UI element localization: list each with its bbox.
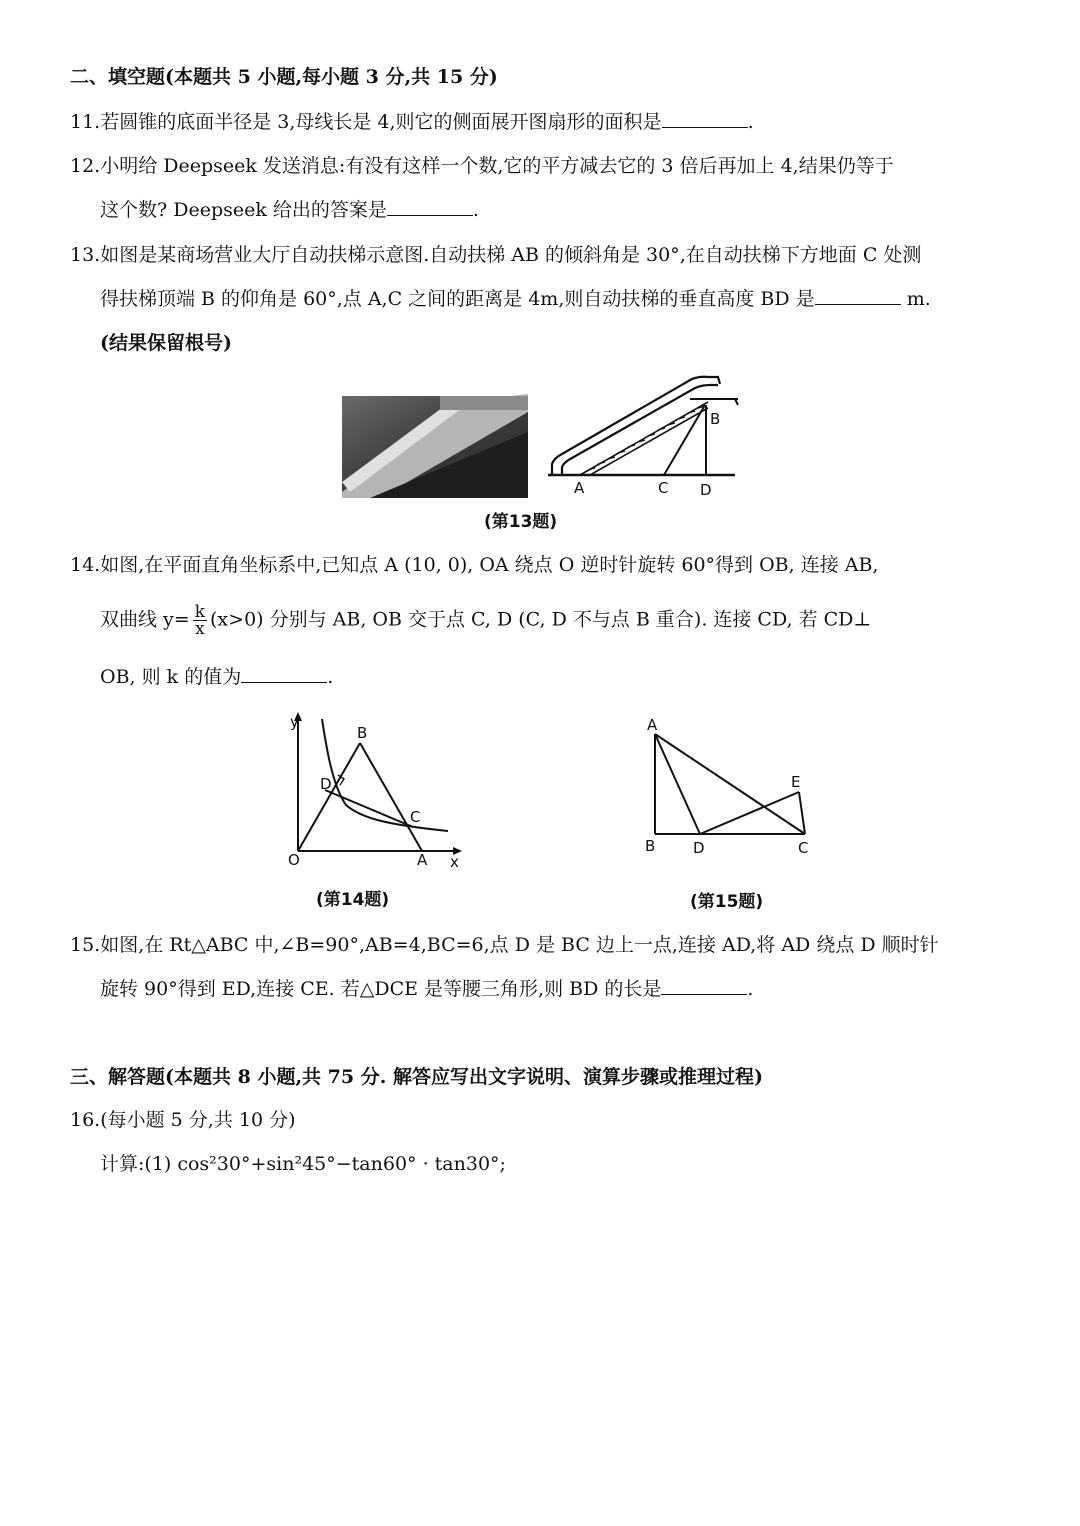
- question-11: [70, 109, 754, 135]
- q12-answer-blank[interactable]: [387, 197, 473, 216]
- fig15-label-C: C: [798, 839, 809, 857]
- fig15-label-B: B: [645, 837, 656, 855]
- fig13-label-C: C: [658, 479, 669, 497]
- figure-15-diagram: [635, 708, 825, 868]
- section3-title: 三、解答题(本题共 8 小题,共 75 分. 解答应写出文字说明、演算步骤或推理过程): [70, 1066, 763, 1088]
- q11-text: 11.若圆锥的底面半径是 3,母线长是 4,则它的侧面展开图扇形的面积是: [70, 111, 662, 133]
- question-13-line1: 13.如图是某商场营业大厅自动扶梯示意图.自动扶梯 AB 的倾斜角是 30°,在自动扶梯下方地面 C 处测: [70, 244, 922, 266]
- fig14-label-C: C: [410, 808, 421, 826]
- fig14-label-y: y: [290, 713, 299, 731]
- question-14-line3: [100, 664, 333, 690]
- fig13-label-B: B: [710, 410, 721, 428]
- q14-text-a: 双曲线 y=: [100, 608, 190, 631]
- fig13-label-A: A: [574, 479, 585, 497]
- fig14-label-A: A: [417, 851, 428, 869]
- fig15-label-E: E: [791, 773, 801, 791]
- question-12-line1: 12.小明给 Deepseek 发送消息:有没有这样一个数,它的平方减去它的 3 倍后再加上 4,结果仍等于: [70, 155, 894, 177]
- question-14-line2: [100, 604, 871, 637]
- q15-text: 旋转 90°得到 ED,连接 CE. 若△DCE 是等腰三角形,则 BD 的长是: [100, 978, 662, 1000]
- fig14-label-B: B: [357, 724, 368, 742]
- q11-answer-blank[interactable]: [662, 109, 748, 128]
- frac-numerator: k: [194, 602, 206, 622]
- question-13-line2: [100, 286, 931, 312]
- question-16-line1: 16.(每小题 5 分,共 10 分): [70, 1109, 296, 1131]
- fig15-label-A: A: [647, 716, 658, 734]
- q11-end: .: [747, 111, 754, 133]
- figure-15-caption: (第15题): [690, 892, 764, 912]
- fig15-label-D: D: [693, 839, 705, 857]
- q15-end: .: [747, 978, 754, 1000]
- figure-13-diagram: [540, 372, 740, 502]
- q13-answer-blank[interactable]: [815, 286, 901, 305]
- fraction-k-over-x: [193, 604, 207, 637]
- figure-14-caption: (第14题): [316, 890, 390, 910]
- fig14-label-x: x: [450, 853, 459, 871]
- question-15-line1: 15.如图,在 Rt△ABC 中,∠B=90°,AB=4,BC=6,点 D 是 BC 边上一点,连接 AD,将 AD 绕点 D 顺时针: [70, 934, 939, 956]
- question-15-line2: [100, 976, 753, 1002]
- question-16-line2: 计算:(1) cos²30°+sin²45°−tan60° · tan30°;: [100, 1153, 506, 1175]
- q14-end: .: [327, 666, 334, 688]
- figure-13-caption: (第13题): [484, 512, 558, 532]
- figure-14-diagram: [280, 705, 480, 875]
- q12-text: 这个数? Deepseek 给出的答案是: [100, 199, 387, 221]
- q14-text: OB, 则 k 的值为: [100, 666, 242, 688]
- escalator-photo: [340, 372, 530, 500]
- frac-denominator: x: [195, 619, 205, 639]
- q14-answer-blank[interactable]: [241, 664, 327, 683]
- fig14-label-D: D: [320, 775, 332, 793]
- question-12-line2: [100, 197, 479, 223]
- fig14-label-O: O: [288, 851, 300, 869]
- q13-text: 得扶梯顶端 B 的仰角是 60°,点 A,C 之间的距离是 4m,则自动扶梯的垂直高度 BD 是: [100, 288, 815, 310]
- fig13-label-D: D: [700, 481, 712, 499]
- question-13-line3: (结果保留根号): [100, 332, 232, 354]
- q15-answer-blank[interactable]: [661, 976, 747, 995]
- q12-end: .: [472, 199, 479, 221]
- question-14-line1: 14.如图,在平面直角坐标系中,已知点 A (10, 0), OA 绕点 O 逆时针旋转 60°得到 OB, 连接 AB,: [70, 554, 879, 576]
- q14-text-b: (x>0) 分别与 AB, OB 交于点 C, D (C, D 不与点 B 重合). 连接 CD, 若 CD⊥: [210, 608, 872, 631]
- q13-unit: m.: [906, 288, 931, 310]
- section2-title: 二、填空题(本题共 5 小题,每小题 3 分,共 15 分): [70, 66, 498, 88]
